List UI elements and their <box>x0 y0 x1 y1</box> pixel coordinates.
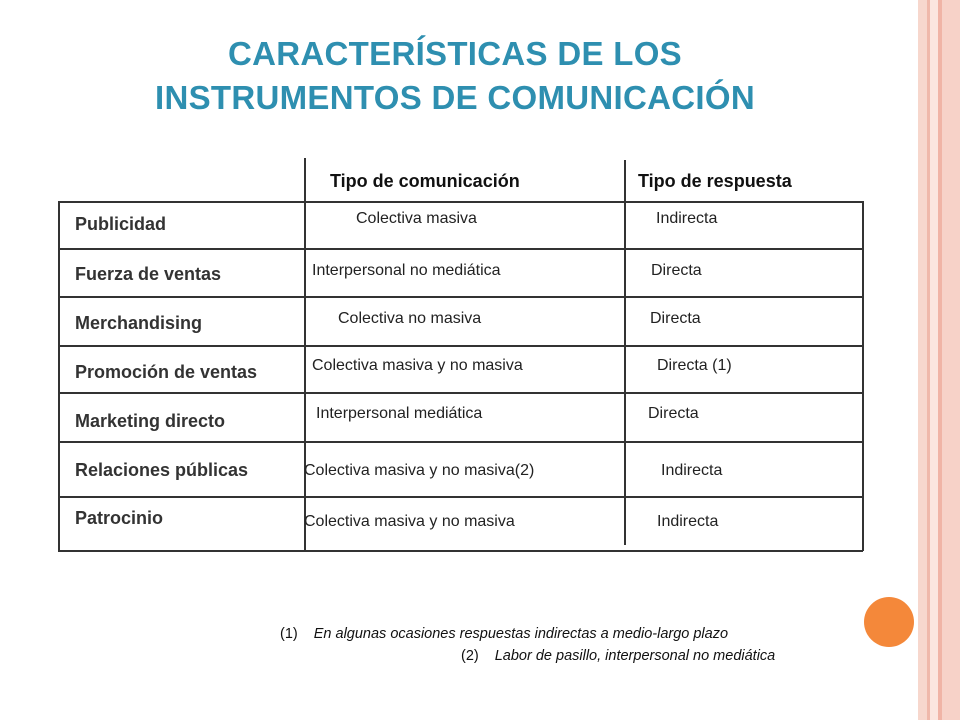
row-label-publicidad: Publicidad <box>75 214 167 234</box>
decor-stripe-1 <box>918 0 927 720</box>
decor-stripe-3 <box>930 0 938 720</box>
row-label-promocion-de-ventas: Promoción de ventas <box>75 362 258 382</box>
row-label-relaciones-publicas: Relaciones públicas <box>75 460 249 480</box>
cell-response: Directa <box>650 310 701 327</box>
footnote-number: (1) <box>280 626 298 642</box>
footnote-1 <box>280 626 728 642</box>
title-line-1: CARACTERÍSTICAS DE LOS <box>228 35 682 72</box>
row-label-fuerza-de-ventas: Fuerza de ventas <box>75 264 222 284</box>
table-hline <box>58 496 863 498</box>
cell-response: Directa <box>651 262 702 279</box>
cell-communication: Colectiva masiva <box>356 210 477 227</box>
cell-response: Directa (1) <box>657 357 732 374</box>
table-border-left <box>58 201 60 551</box>
table-hline <box>58 550 863 552</box>
table-hline <box>58 345 863 347</box>
cell-response: Indirecta <box>661 462 723 479</box>
cell-communication: Colectiva masiva y no masiva <box>312 357 523 374</box>
table-hline <box>58 201 863 203</box>
cell-communication: Colectiva masiva y no masiva <box>304 513 515 530</box>
table-hline <box>58 296 863 298</box>
row-label-patrocinio: Patrocinio <box>75 508 164 528</box>
table-vline-left <box>304 158 306 551</box>
cell-communication: Colectiva no masiva <box>338 310 482 327</box>
accent-circle <box>864 597 914 647</box>
cell-communication: Colectiva masiva y no masiva(2) <box>304 462 535 479</box>
footnote-text: En algunas ocasiones respuestas indirectas a medio-largo plazo <box>313 626 729 642</box>
cell-response: Directa <box>648 405 699 422</box>
header-communication-type: Tipo de comunicación <box>330 171 520 191</box>
footnote-number: (2) <box>461 648 479 664</box>
title-line-2: INSTRUMENTOS DE COMUNICACIÓN <box>155 79 755 116</box>
table-hline <box>58 441 863 443</box>
table-hline <box>58 248 863 250</box>
table-vline-middle <box>624 160 626 545</box>
table-border-right <box>862 201 864 551</box>
header-response-type: Tipo de respuesta <box>638 171 792 191</box>
cell-response: Indirecta <box>656 210 718 227</box>
cell-response: Indirecta <box>657 513 719 530</box>
page-title <box>0 32 910 120</box>
footnote-2 <box>461 648 775 664</box>
decor-stripe-5 <box>942 0 960 720</box>
row-label-merchandising: Merchandising <box>75 313 203 333</box>
table-hline <box>58 392 863 394</box>
cell-communication: Interpersonal no mediática <box>312 262 501 279</box>
row-label-marketing-directo: Marketing directo <box>75 411 226 431</box>
cell-communication: Interpersonal mediática <box>316 405 483 422</box>
footnote-text: Labor de pasillo, interpersonal no mediática <box>494 648 776 664</box>
